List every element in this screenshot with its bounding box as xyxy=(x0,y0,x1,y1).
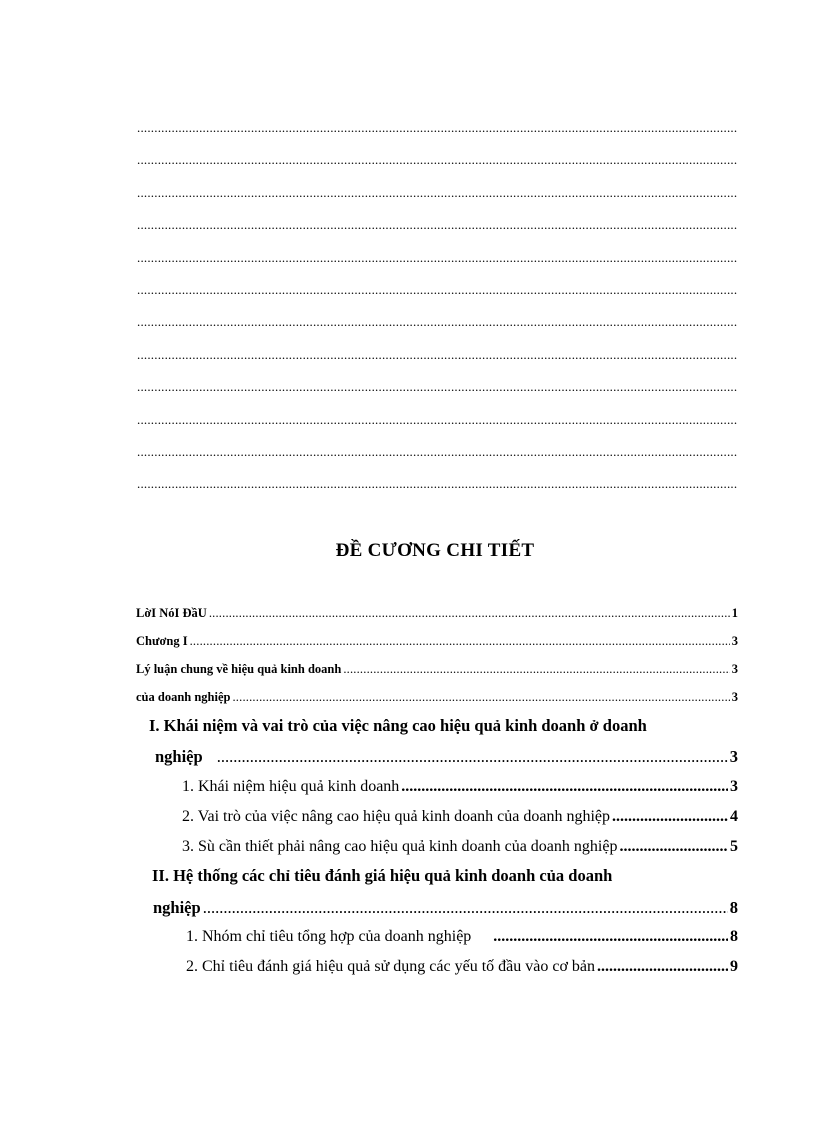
page-title: ĐỀ CƯƠNG CHI TIẾT xyxy=(335,540,535,561)
toc-leader xyxy=(217,747,728,767)
toc-entry-section-1-3 xyxy=(182,838,738,856)
toc-leader xyxy=(619,838,728,856)
toc-page-number: 8 xyxy=(729,898,738,917)
toc-label-continuation: nghiệp xyxy=(155,747,203,766)
toc-label: 1. Khái niệm hiệu quả kinh doanh xyxy=(182,778,400,795)
dotted-line xyxy=(137,410,738,442)
toc-label: của doanh nghiệp xyxy=(136,690,231,704)
toc-label: 2. Chỉ tiêu đánh giá hiệu quả sử dụng các yếu tố đầu vào cơ bản xyxy=(186,958,596,975)
toc-leader xyxy=(190,634,730,649)
toc-leader xyxy=(209,606,730,621)
dotted-line xyxy=(137,150,738,182)
toc-label: 2. Vai trò của việc nâng cao hiệu quả kinh doanh của doanh nghiệp xyxy=(182,808,611,825)
dotted-line xyxy=(137,442,738,474)
toc-leader xyxy=(493,928,728,946)
toc-leader xyxy=(597,958,728,976)
toc-label: LờI NóI ĐầU xyxy=(136,606,207,620)
toc-label: Chương I xyxy=(136,634,188,648)
dotted-line xyxy=(137,215,738,247)
toc-label: 3. Sù cần thiết phải nâng cao hiệu quả kinh doanh của doanh nghiệp xyxy=(182,838,618,855)
toc-page-number: 5 xyxy=(730,838,738,855)
toc-page-number: 3 xyxy=(731,662,738,676)
toc-leader xyxy=(343,662,729,677)
toc-leader xyxy=(232,690,729,705)
dotted-line xyxy=(137,377,738,409)
toc-entry-ly-luan xyxy=(136,662,738,677)
dotted-line xyxy=(137,248,738,280)
dotted-line xyxy=(137,312,738,344)
dotted-line xyxy=(137,183,738,215)
dotted-line xyxy=(137,280,738,312)
dotted-line xyxy=(137,474,738,506)
toc-page-number: 1 xyxy=(731,606,738,620)
toc-page-number: 8 xyxy=(730,928,738,945)
toc-page-number: 3 xyxy=(730,778,738,795)
toc-page-number: 9 xyxy=(730,958,738,975)
toc-label: Lý luận chung về hiệu quả kinh doanh xyxy=(136,662,342,676)
toc-leader xyxy=(401,778,728,796)
toc-page-number: 3 xyxy=(731,634,738,648)
toc-entry-section-2 xyxy=(153,898,738,918)
toc-page-number: 3 xyxy=(731,690,738,704)
toc-label: 1. Nhóm chỉ tiêu tổng hợp của doanh nghiệp xyxy=(186,928,472,945)
toc-entry-cua-doanh-nghiep xyxy=(136,690,738,705)
toc-label-continuation: nghiệp xyxy=(153,898,201,917)
dotted-line xyxy=(137,118,738,150)
toc-page-number: 4 xyxy=(730,808,738,825)
toc-heading-section-2: II. Hệ thống các chỉ tiêu đánh giá hiệu quả kinh doanh của doanh xyxy=(152,866,613,885)
toc-leader xyxy=(203,898,728,918)
toc-entry-loi-noi-dau xyxy=(136,606,738,621)
toc-entry-section-1-2 xyxy=(182,808,738,826)
toc-page-number: 3 xyxy=(729,747,738,766)
toc-entry-section-2-1 xyxy=(186,928,738,946)
toc-entry-section-1 xyxy=(155,747,738,767)
toc-leader xyxy=(612,808,728,826)
toc-heading-section-1: I. Khái niệm và vai trò của việc nâng cao hiệu quả kinh doanh ở doanh xyxy=(149,716,647,735)
toc-entry-chuong-1 xyxy=(136,634,738,649)
dotted-line xyxy=(137,345,738,377)
dotted-lines-block xyxy=(137,118,738,507)
toc-entry-section-2-2 xyxy=(186,958,738,976)
toc-entry-section-1-1 xyxy=(182,778,738,796)
